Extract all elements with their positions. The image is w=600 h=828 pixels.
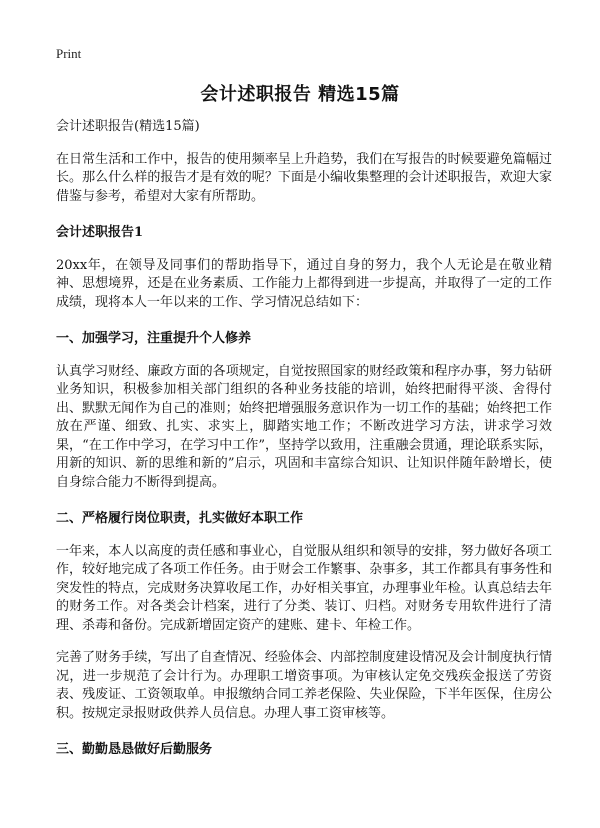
print-label: Print <box>56 46 82 61</box>
document-subtitle: 会计述职报告(精选15篇) <box>56 119 200 134</box>
section3-heading: 三、勤勤恳恳做好后勤服务 <box>56 742 213 757</box>
section2-paragraph-1: 一年来，本人以高度的责任感和事业心，自觉服从组织和领导的安排，努力做好各项工作，较好地完成了各项工作任务。由于财会工作繁事、杂事多，其工作都具有事务性和突发性的特点，完成财务决算收尾工作，办好相关事宜，办理事业年检。认真总结去年的财务工作。对各类会计档案，进行了分类、装订、归档。对财务专用软件进行了清理、杀毒和备份。完成新增固定资产的建账、建卡、年检工作。 <box>56 543 552 633</box>
document-body <box>56 118 552 774</box>
section1-heading: 一、加强学习，注重提升个人修养 <box>56 331 252 346</box>
section2-paragraph-2: 完善了财务手续，写出了自查情况、经验体会、内部控制度建设情况及会计制度执行情况，进一步规范了会计行为。办理职工增资事项。为审核认定免交残疾金报送了劳资表、残废证、工资领取单。申报缴纳合同工养老保险、失业保险，下半年医保，住房公积。按规定录报财政供养人员信息。办理人事工资审核等。 <box>56 650 552 721</box>
intro-paragraph: 在日常生活和工作中，报告的使用频率呈上升趋势，我们在写报告的时候要避免篇幅过长。那么什么样的报告才是有效的呢？下面是小编收集整理的会计述职报告，欢迎大家借鉴与参考，希望对大家有所帮助。 <box>56 151 552 204</box>
page-title: 会计述职报告 精选15篇 <box>200 84 400 105</box>
report1-paragraph: 20xx年，在领导及同事们的帮助指导下，通过自身的努力，我个人无论是在敬业精神、思想境界，还是在业务素质、工作能力上都得到进一步提高，并取得了一定的工作成绩，现将本人一年以来的工作、学习情况总结如下： <box>56 257 552 310</box>
report1-heading: 会计述职报告1 <box>56 225 144 240</box>
section2-heading: 二、严格履行岗位职责，扎实做好本职工作 <box>56 511 304 526</box>
section1-paragraph: 认真学习财经、廉政方面的各项规定，自觉按照国家的财经政策和程序办事，努力钻研业务知识，积极参加相关部门组织的各种业务技能的培训，始终把耐得平淡、舍得付出、默默无闻作为自己的准则；始终把增强服务意识作为一切工作的基础；始终把工作放在严谨、细致、扎实、求实上，脚踏实地工作；不断改进学习方法，讲求学习效果，“在工作中学习，在学习中工作”，坚持学以致用，注重融会贯通，理论联系实际，用新的知识、新的思维和新的”启示，巩固和丰富综合知识、让知识伴随年龄增长，使自身综合能力不断得到提高。 <box>56 363 552 490</box>
